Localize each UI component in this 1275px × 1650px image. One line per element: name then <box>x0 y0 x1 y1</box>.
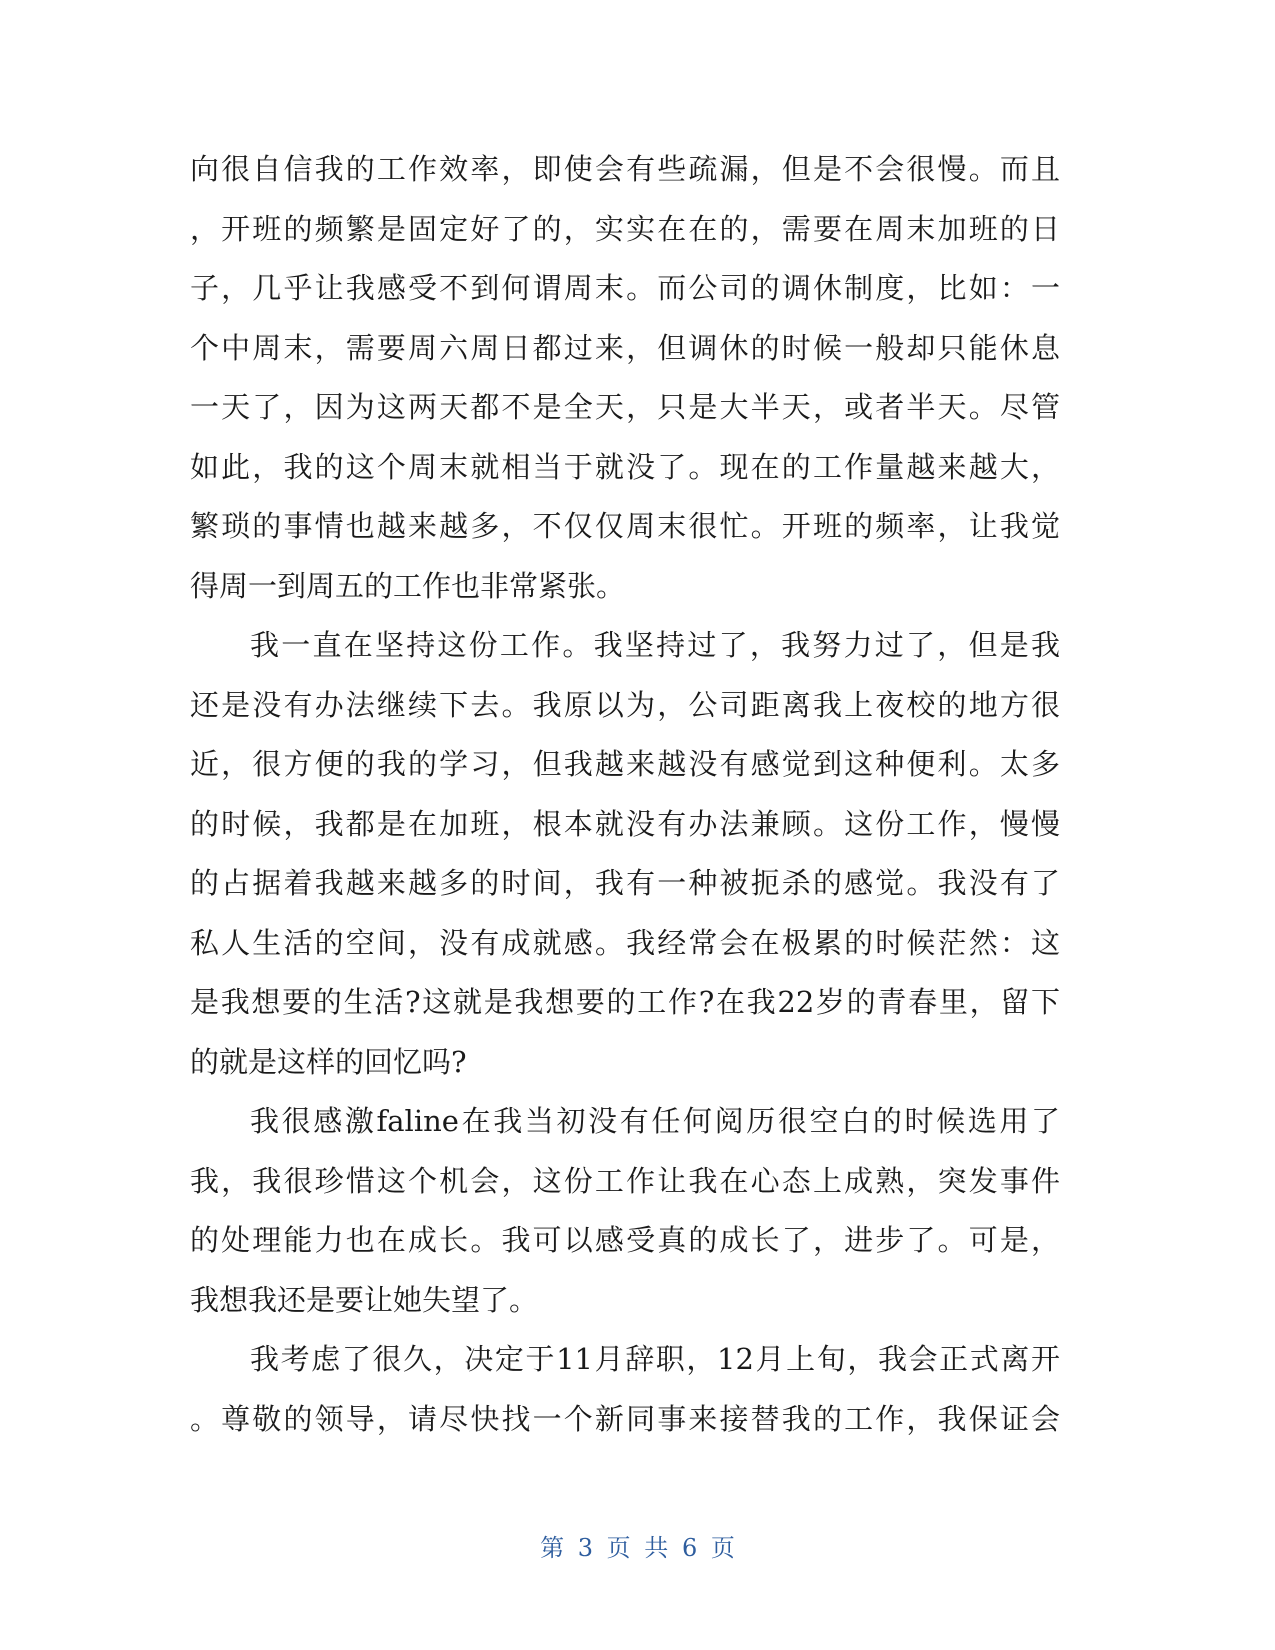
text-line: 是我想要的生活?这就是我想要的工作?在我22岁的青春里，留下 <box>190 985 1060 1019</box>
text-line: 的处理能力也在成长。我可以感受真的成长了，进步了。可是， <box>190 1223 1060 1257</box>
document-body <box>190 140 1060 1449</box>
text-line: 近，很方便的我的学习，但我越来越没有感觉到这种便利。太多 <box>190 747 1060 781</box>
text-line: 得周一到周五的工作也非常紧张。 <box>190 568 626 603</box>
text-line: 我想我还是要让她失望了。 <box>190 1282 539 1317</box>
text-line: 如此，我的这个周末就相当于就没了。现在的工作量越来越大， <box>190 449 1060 484</box>
text-line: 我一直在坚持这份工作。我坚持过了，我努力过了，但是我 <box>250 628 1060 662</box>
text-line: 我考虑了很久，决定于11月辞职，12月上旬，我会正式离开 <box>250 1342 1060 1376</box>
text-line: 子，几乎让我感受不到何谓周末。而公司的调休制度，比如：一 <box>190 271 1060 305</box>
text-line: 私人生活的空间，没有成就感。我经常会在极累的时候茫然：这 <box>190 925 1060 960</box>
page-number: 第 3 页 共 6 页 <box>540 1534 735 1562</box>
text-line: 还是没有办法继续下去。我原以为，公司距离我上夜校的地方很 <box>190 687 1060 722</box>
text-line: 的就是这样的回忆吗? <box>190 1044 467 1079</box>
text-line: ，开班的频繁是固定好了的，实实在在的，需要在周末加班的日 <box>190 211 1060 246</box>
text-line: 。尊敬的领导，请尽快找一个新同事来接替我的工作，我保证会 <box>190 1401 1060 1436</box>
text-line: 我很感激faline在我当初没有任何阅历很空白的时候选用了 <box>250 1104 1060 1138</box>
text-line: 的时候，我都是在加班，根本就没有办法兼顾。这份工作，慢慢 <box>190 806 1060 841</box>
text-line: 向很自信我的工作效率，即使会有些疏漏，但是不会很慢。而且 <box>190 152 1060 186</box>
text-line: 我，我很珍惜这个机会，这份工作让我在心态上成熟，突发事件 <box>190 1163 1060 1198</box>
text-line: 繁琐的事情也越来越多，不仅仅周末很忙。开班的频率，让我觉 <box>190 509 1060 543</box>
text-line: 一天了，因为这两天都不是全天，只是大半天，或者半天。尽管 <box>190 390 1060 424</box>
text-line: 的占据着我越来越多的时间，我有一种被扼杀的感觉。我没有了 <box>190 866 1060 900</box>
text-line: 个中周末，需要周六周日都过来，但调休的时候一般却只能休息 <box>190 330 1060 365</box>
